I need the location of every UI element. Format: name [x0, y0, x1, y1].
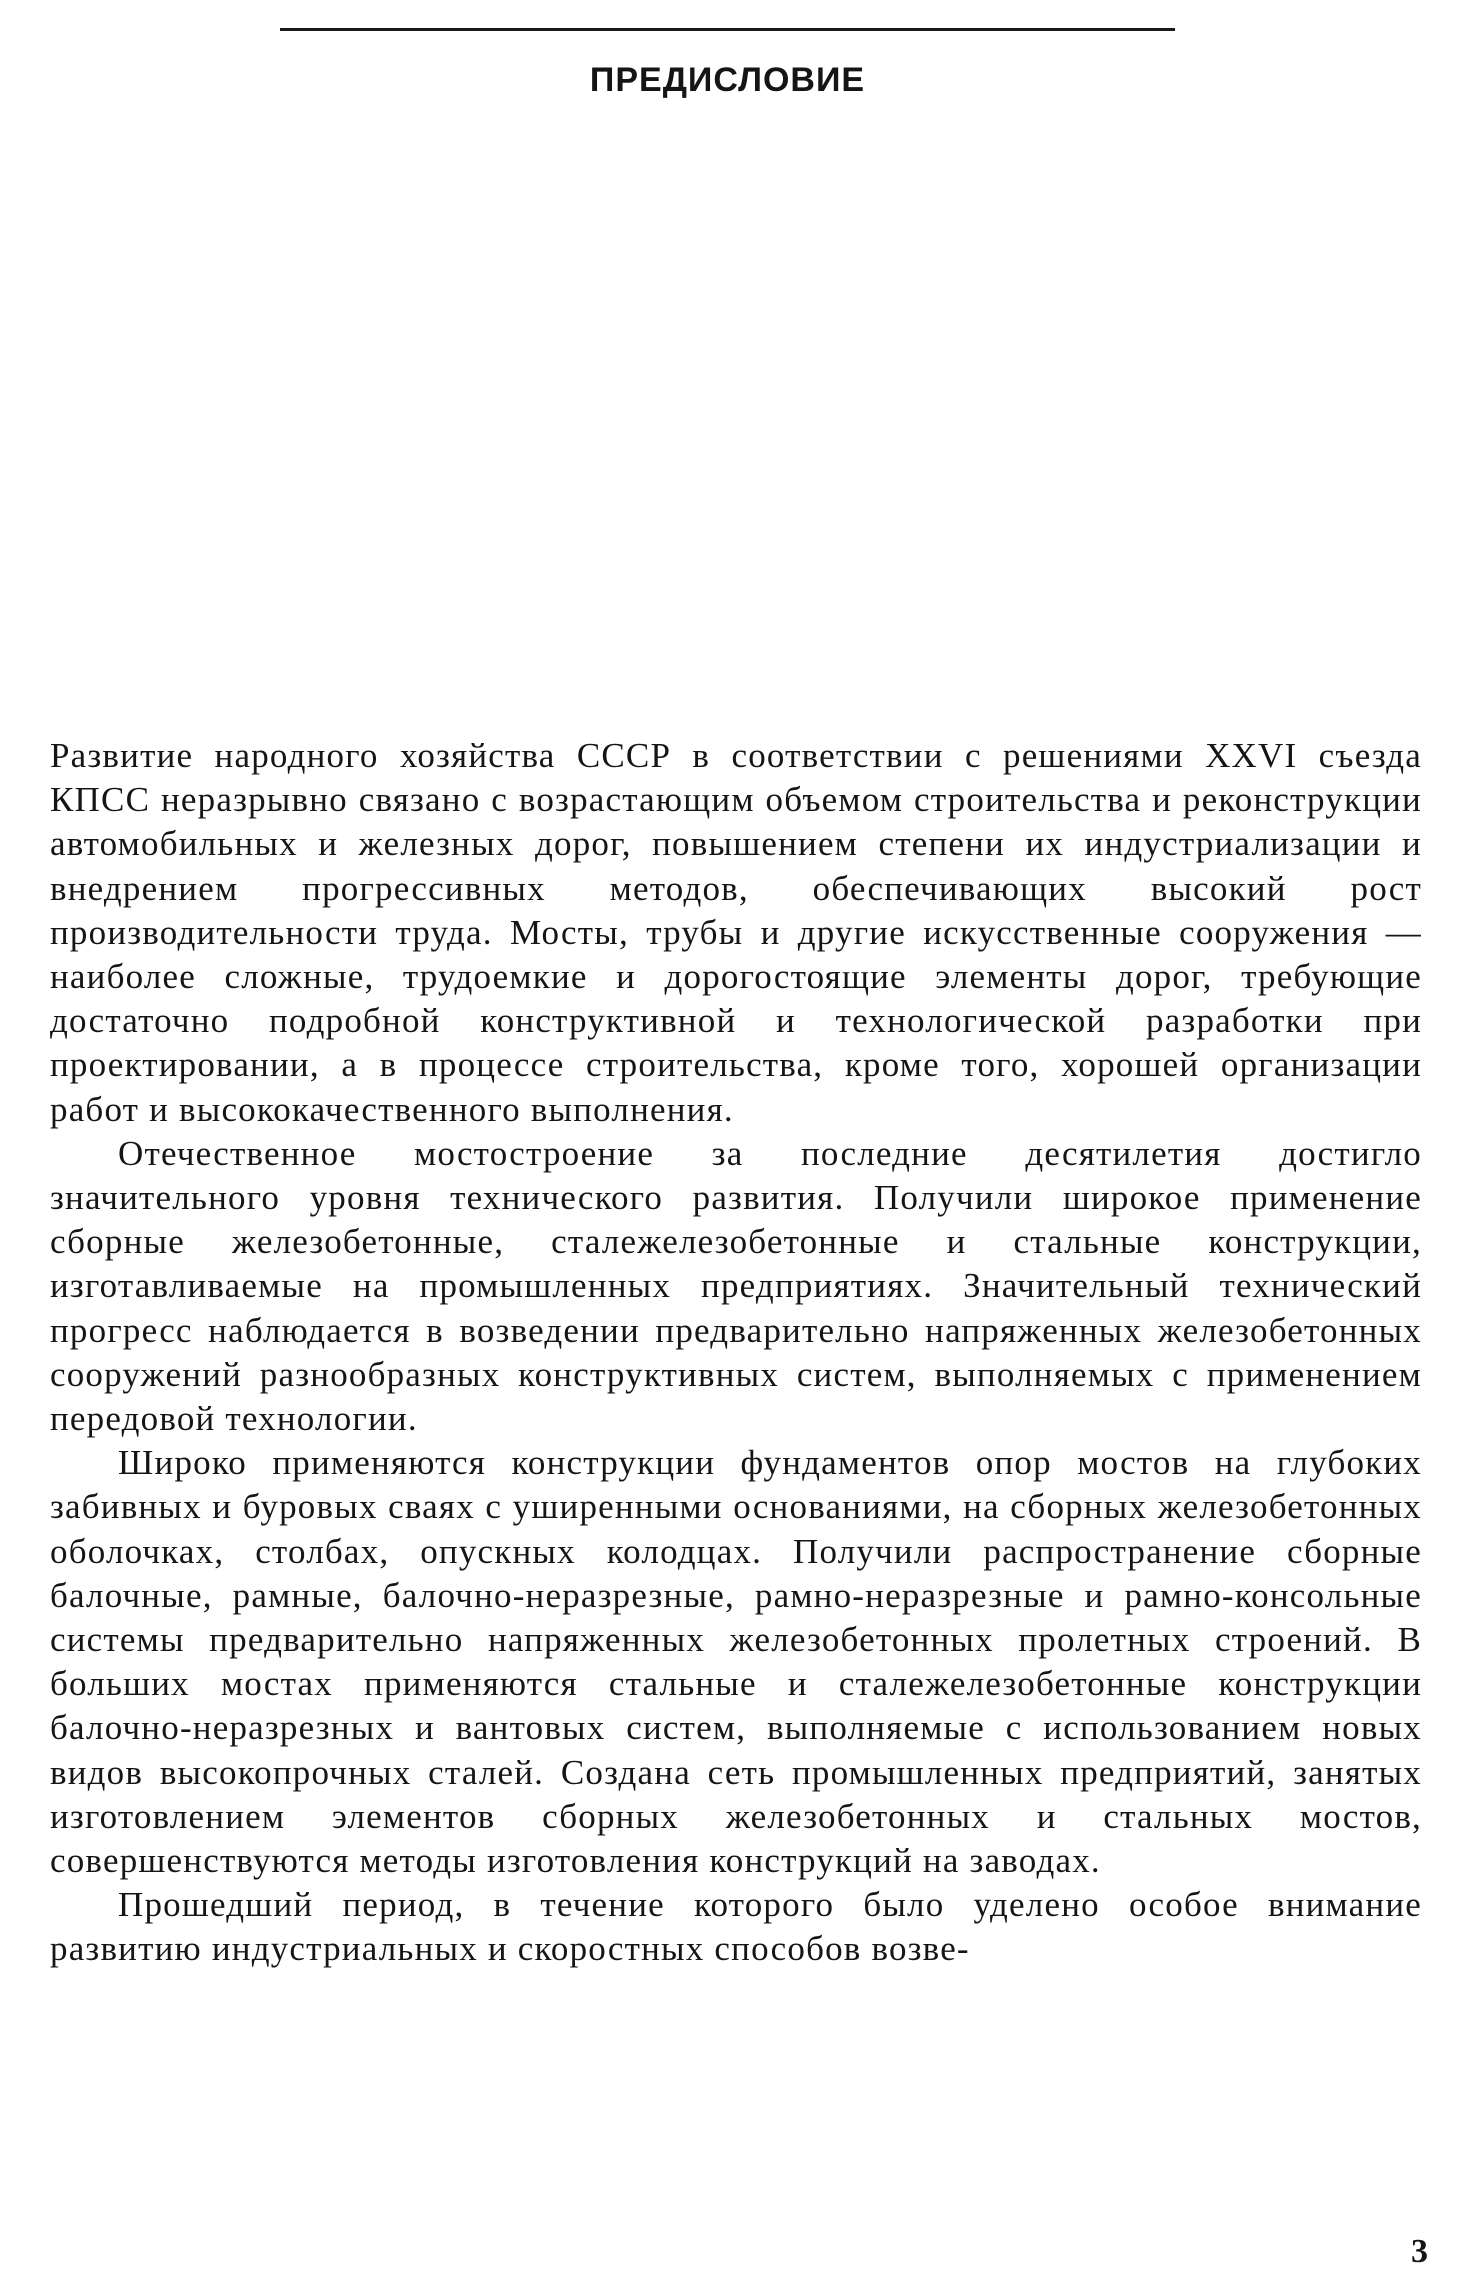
- paragraph-4: Прошедший период, в течение которого было уделено особое внимание развитию индустриальных и скоростных способов возве-: [50, 1885, 1422, 1969]
- paragraph-2: Отечественное мостостроение за последние десятилетия достигло значительного уровня технического развития. Получили широкое применение сборные железобетонные, сталежелезобетонные и стальные конструкции, изготавливаемые на промышленных предприятиях. Значительный технический прогресс наблюдается в возведении предварительно напряженных железобетонных сооружений разнообразных конструктивных систем, выполняемых с применением передовой технологии.: [50, 1133, 1422, 1439]
- top-rule: [280, 28, 1175, 31]
- chapter-title: ПРЕДИСЛОВИЕ: [589, 61, 866, 99]
- paragraph-3: Широко применяются конструкции фундаментов опор мостов на глубоких забивных и буровых сваях с уширенными основаниями, на сборных железобетонных оболочках, столбах, опускных колодцах. Получили распространение сборные балочные, рамные, балочно-неразрезные, рамно-неразрезные и рамно-консольные системы предварительно напряженных железобетонных пролетных строений. В больших мостах применяются стальные и сталежелезобетонные конструкции балочно-неразрезных и вантовых систем, выполняемые с использованием новых видов высокопрочных сталей. Создана сеть промышленных предприятий, занятых изготовлением элементов сборных железобетонных и стальных мостов, совершенствуются методы изготовления конструкций на заводах.: [50, 1443, 1422, 1881]
- page-number: 3: [1411, 2233, 1428, 2270]
- body-text: [50, 734, 1422, 1972]
- paragraph-1: Развитие народного хозяйства СССР в соответствии с решениями XXVI съезда КПСС неразрывно связано с возрастающим объемом строительства и реконструкции автомобильных и железных дорог, повышением степени их индустриализации и внедрением прогрессивных методов, обеспечивающих высокий рост производительности труда. Мосты, трубы и другие искусственные сооружения — наиболее сложные, трудоемкие и дорогостоящие элементы дорог, требующие достаточно подробной конструктивной и технологической разработки при проектировании, а в процессе строительства, кроме того, хорошей организации работ и высококачественного выполнения.: [50, 736, 1422, 1129]
